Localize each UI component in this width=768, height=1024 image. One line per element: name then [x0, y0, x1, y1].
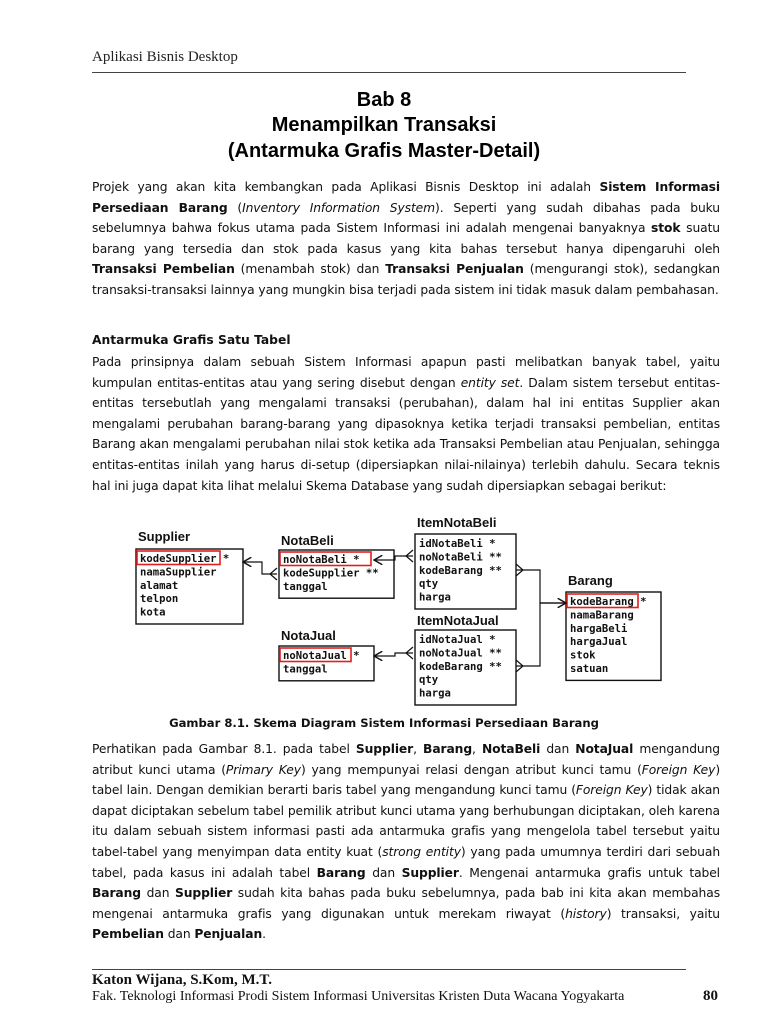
table-field: alamat	[140, 579, 179, 592]
table-field: stok	[570, 649, 596, 662]
section-heading: Antarmuka Grafis Satu Tabel	[92, 333, 291, 347]
table-field: idNotaBeli *	[419, 538, 496, 550]
table-name: ItemNotaJual	[417, 613, 499, 628]
table-barang	[566, 573, 661, 680]
table-field: namaSupplier	[140, 566, 217, 579]
page-number: 80	[703, 988, 718, 1004]
table-itemnotabeli	[415, 515, 516, 609]
table-field: noNotaJual **	[419, 647, 502, 660]
intro-paragraph: Projek yang akan kita kembangkan pada Aplikasi Bisnis Desktop ini adalah Sistem Informasi Persediaan Barang (Inventory Information System). Seperti yang sudah dibahas pada buku sebelumnya bahwa fokus utama pada Sistem Informasi ini adalah mengenai banyaknya stok suatu barang yang tersedia dan stok pada kasus yang kita bahas tersebut hanya dipengaruhi oleh Transaksi Pembelian (menambah stok) dan Transaksi Penjualan (mengurangi stok), sedangkan transaksi-transaksi lainnya yang mungkin bisa terjadi pada sistem ini tidak masuk dalam pembahasan.	[92, 180, 721, 297]
table-field: telpon	[140, 593, 179, 606]
chapter-title-line2: (Antarmuka Grafis Master-Detail)	[227, 140, 541, 162]
table-name: NotaBeli	[281, 533, 334, 548]
table-field: tanggal	[283, 580, 328, 593]
footer-rule	[92, 969, 686, 970]
table-field: noNotaJual *	[283, 650, 360, 662]
table-itemnotajual	[415, 613, 516, 705]
table-field: kodeBarang *	[570, 596, 647, 608]
section-paragraph: Pada prinsipnya dalam sebuah Sistem Informasi apapun pasti melibatkan banyak tabel, yaitu kumpulan entitas-entitas atau yang sering disebut dengan entity set. Dalam sistem tersebut entitas-entitas tersebutlah yang mengalami transaksi (perubahan), dalam hal ini entitas Supplier akan mengalami perubahan barang-barang yang dipasoknya ketika terjadi transaksi pembelian, entitas Barang akan mengalami perubahan nilai stok ketika ada Transaksi Pembelian atau Penjualan, sehingga entitas-entitas inilah yang harus di-setup (dipersiapkan nilai-nilainya) terlebih dahulu. Secara teknis hal ini juga dapat kita lihat melalui Skema Database yang sudah dipersiapkan sebagai berikut:	[92, 355, 720, 493]
footer-author: Katon Wijana, S.Kom, M.T.	[92, 972, 273, 988]
table-field: kodeBarang **	[419, 564, 502, 577]
figure-caption: Gambar 8.1. Skema Diagram Sistem Informasi Persediaan Barang	[169, 716, 599, 730]
table-field: kodeSupplier *	[140, 553, 230, 565]
running-header: Aplikasi Bisnis Desktop	[92, 49, 238, 65]
table-field: harga	[419, 687, 451, 700]
table-field: harga	[419, 591, 451, 604]
table-field: namaBarang	[570, 609, 634, 622]
table-field: kodeSupplier **	[283, 567, 379, 580]
table-field: hargaJual	[570, 636, 628, 649]
table-field: qty	[419, 578, 439, 591]
table-field: kodeBarang **	[419, 660, 502, 673]
table-field: noNotaBeli **	[419, 551, 502, 564]
table-name: Barang	[568, 573, 613, 588]
table-name: ItemNotaBeli	[417, 515, 497, 530]
discussion-paragraph: Perhatikan pada Gambar 8.1. pada tabel Supplier, Barang, NotaBeli dan NotaJual mengandung atribut kunci utama (Primary Key) yang mempunyai relasi dengan atribut kunci tamu (Foreign Key) tabel lain. Dengan demikian berarti baris tabel yang mengandung kunci tamu (Foreign Key) tidak akan dapat diciptakan sebelum tabel pemilik atribut kunci utama yang berhubungan diciptakan, oleh karena itu dalam sebuah sistem informasi pasti ada antarmuka grafis yang mengelola tabel tersebut yaitu tabel-tabel yang menyimpan data entity kuat (strong entity) yang pada umumnya terdiri dari sebuah tabel, pada kasus ini adalah tabel Barang dan Supplier. Mengenai antarmuka grafis untuk tabel Barang dan Supplier sudah kita bahas pada buku sebelumnya, pada bab ini kita akan membahas mengenai antarmuka grafis yang digunakan untuk merekam riwayat (history) transaksi, yaitu Pembelian dan Penjualan.	[92, 742, 721, 942]
table-field: kota	[140, 606, 166, 619]
table-name: NotaJual	[281, 628, 336, 643]
relation-itemnotabeli-barang	[516, 570, 566, 603]
table-notajual	[279, 628, 374, 681]
chapter-title-line1: Menampilkan Transaksi	[271, 114, 497, 136]
table-field: qty	[419, 674, 439, 687]
table-field: satuan	[570, 663, 609, 675]
relation-itemnotajual-barang	[516, 603, 566, 666]
table-name: Supplier	[138, 529, 191, 544]
table-notabeli	[279, 533, 394, 598]
table-field: hargaBeli	[570, 622, 628, 635]
table-field: idNotaJual *	[419, 634, 496, 646]
table-field: noNotaBeli *	[283, 554, 360, 566]
chapter-number: Bab 8	[356, 89, 412, 111]
table-field: tanggal	[283, 663, 328, 676]
footer-affiliation: Fak. Teknologi Informasi Prodi Sistem Informasi Universitas Kristen Duta Wacana Yogyakarta	[92, 989, 625, 1004]
table-supplier	[136, 529, 243, 624]
